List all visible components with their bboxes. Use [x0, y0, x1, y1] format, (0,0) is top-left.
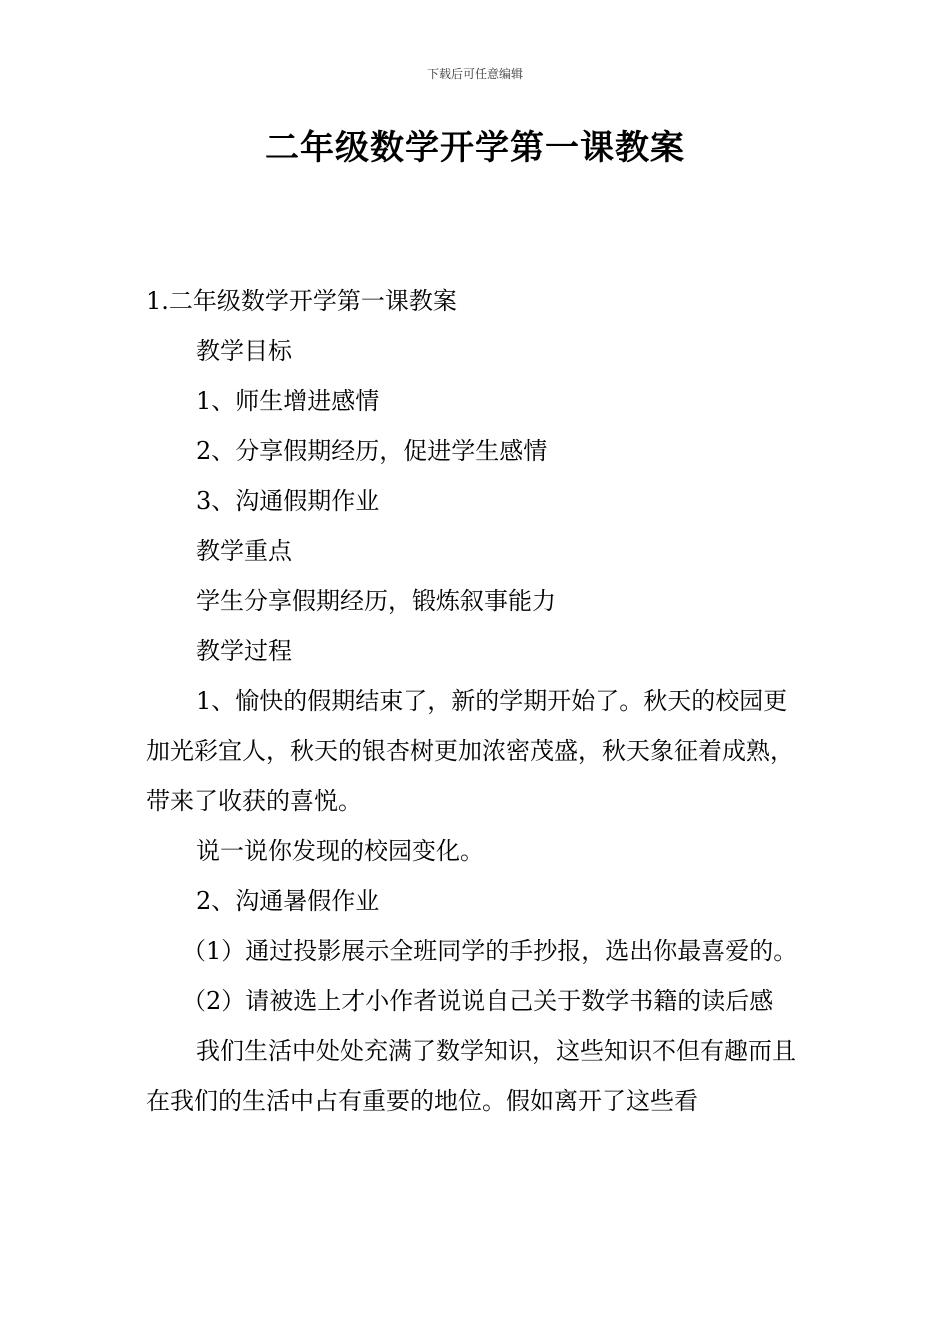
- paragraph-closing: 我们生活中处处充满了数学知识，这些知识不但有趣而且在我们的生活中占有重要的地位。假如离开了这些看: [146, 1037, 796, 1115]
- paragraph-goal-3: 3、沟通假期作业: [196, 487, 380, 515]
- document-body: [146, 276, 806, 1126]
- header-note: 下载后可任意编辑: [426, 67, 523, 81]
- paragraph-process-2: 2、沟通暑假作业: [196, 887, 380, 915]
- paragraph-heading: 1.二年级数学开学第一课教案: [146, 287, 457, 315]
- paragraph-process-heading: 教学过程: [196, 637, 292, 665]
- paragraph-focus-text: 学生分享假期经历，锻炼叙事能力: [196, 587, 556, 615]
- paragraph-campus-change: 说一说你发现的校园变化。: [196, 837, 484, 865]
- paragraph-focus-heading: 教学重点: [196, 537, 292, 565]
- paragraph-goal-2: 2、分享假期经历，促进学生感情: [196, 437, 548, 465]
- page-title: 二年级数学开学第一课教案: [265, 128, 685, 168]
- paragraph-goals-heading: 教学目标: [196, 337, 292, 365]
- paragraph-item-2: （2）请被选上才小作者说说自己关于数学书籍的读后感: [182, 987, 774, 1015]
- paragraph-item-1: （1）通过投影展示全班同学的手抄报，选出你最喜爱的。: [182, 937, 798, 965]
- paragraph-process-1: 1、愉快的假期结束了，新的学期开始了。秋天的校园更加光彩宜人，秋天的银杏树更加浓密茂盛，秋天象征着成熟，带来了收获的喜悦。: [146, 687, 794, 815]
- paragraph-goal-1: 1、师生增进感情: [196, 387, 380, 415]
